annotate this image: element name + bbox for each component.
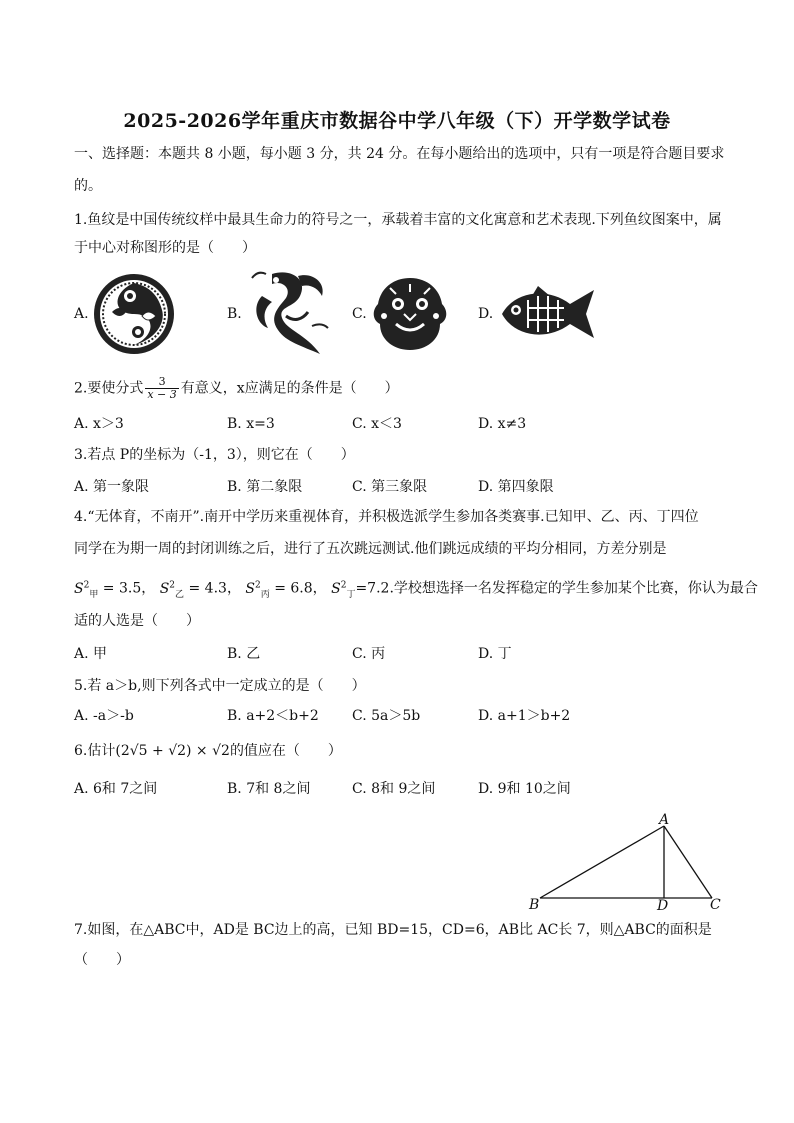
q4-option-b: B. 乙 (227, 646, 261, 662)
q1-stem-line2: 于中心对称图形的是（ ） (74, 240, 256, 256)
q4-stem-line4: 适的人选是（ ） (74, 613, 200, 629)
q2-fraction-numerator: 3 (145, 376, 178, 389)
q1-stem-line1: 1.鱼纹是中国传统纹样中最具生命力的符号之一，承载着丰富的文化寓意和艺术表现.下列鱼纹图案中，属 (74, 212, 722, 228)
variance-jia: $S^2_甲$ (74, 580, 99, 600)
variance-ding: $S^2_丁$ (331, 580, 356, 600)
q2-option-d: D. x≠3 (478, 416, 527, 432)
q6-option-c: C. 8和 9之间 (352, 781, 436, 797)
fish-pattern-c-image (370, 274, 450, 354)
section-instruction-line1: 一、选择题：本题共 8 小题，每小题 3 分，共 24 分。在每小题给出的选项中，只有一项是符合题目要求 (74, 146, 725, 162)
variance-ding-value: =7.2.学校想选择一名发挥稳定的学生参加某个比赛，你认为最合 (355, 580, 758, 597)
q7-stem-line1: 7.如图，在△ABC中，AD是 BC边上的高，已知 BD=15，CD=6，AB比 AC长 7，则△ABC的面积是 (74, 922, 712, 938)
variance-bing: $S^2_丙$ (245, 580, 270, 600)
triangle-abc-figure (530, 812, 730, 916)
q3-option-c: C. 第三象限 (352, 479, 428, 495)
q6-stem-prefix: 6.估计 (74, 743, 116, 759)
q5-option-c: C. 5a＞5b (352, 708, 421, 724)
q5-option-d: D. a+1＞b+2 (478, 708, 571, 724)
q6-stem-suffix: 的值应在（ ） (229, 743, 342, 759)
q5-option-a: A. -a＞-b (74, 708, 134, 724)
q4-option-c: C. 丙 (352, 646, 386, 662)
q6-option-a: A. 6和 7之间 (74, 781, 158, 797)
fish-pattern-b-image (242, 266, 332, 358)
side-ab (540, 826, 664, 898)
vertex-label-d: D (657, 898, 669, 914)
q4-option-a: A. 甲 (74, 646, 108, 662)
variance-yi-value: = 4.3， (188, 580, 241, 597)
variance-jia-value: = 3.5， (102, 580, 156, 597)
q4-variance-line (74, 575, 758, 604)
side-ac (664, 826, 712, 898)
q2-option-a: A. x＞3 (74, 416, 124, 432)
q2-option-c: C. x＜3 (352, 416, 402, 432)
variance-yi: $S^2_乙$ (159, 580, 185, 600)
q7-stem-line2: （ ） (74, 952, 130, 968)
q4-option-d: D. 丁 (478, 646, 512, 662)
page-title: 2025-2026学年重庆市数据谷中学八年级（下）开学数学试卷 (123, 110, 671, 132)
q6-option-b: B. 7和 8之间 (227, 781, 311, 797)
q4-stem-line2: 同学在为期一周的封闭训练之后，进行了五次跳远测试.他们跳远成绩的平均分相同，方差分别是 (74, 541, 667, 557)
q5-option-b: B. a+2＜b+2 (227, 708, 319, 724)
vertex-label-a: A (659, 812, 670, 828)
q4-stem-line1: 4.“无体育，不南开”.南开中学历来重视体育，并积极选派学生参加各类赛事.已知甲、乙、丙、丁四位 (74, 509, 699, 525)
q3-option-d: D. 第四象限 (478, 479, 554, 495)
q5-stem: 5.若 a＞b,则下列各式中一定成立的是（ ） (74, 678, 366, 694)
q2-stem-suffix: 有意义，x应满足的条件是（ ） (180, 380, 399, 397)
q2-fraction (145, 376, 178, 401)
q2-option-b: B. x=3 (227, 416, 275, 432)
q6-stem (74, 741, 342, 761)
q3-stem: 3.若点 P的坐标为（-1，3），则它在（ ） (74, 447, 355, 463)
q3-option-a: A. 第一象限 (74, 479, 150, 495)
fish-pattern-a-image (92, 272, 176, 356)
q2-stem (74, 376, 399, 401)
q2-stem-prefix: 2.要使分式 (74, 380, 144, 397)
vertex-label-b: B (529, 897, 540, 913)
vertex-label-c: C (710, 897, 721, 913)
section-instruction-line2: 的。 (74, 178, 102, 194)
q1-option-a: A. (74, 306, 89, 322)
q6-expression: (2√5 + √2) × √2 (115, 743, 230, 759)
q3-option-b: B. 第二象限 (227, 479, 303, 495)
q1-option-d: D. (478, 306, 494, 322)
q1-option-c: C. (352, 306, 367, 322)
variance-bing-value: = 6.8， (274, 580, 327, 597)
q1-option-b: B. (227, 306, 242, 322)
q6-option-d: D. 9和 10之间 (478, 781, 571, 797)
q2-fraction-denominator: x − 3 (147, 388, 177, 401)
fish-pattern-d-image (498, 284, 598, 342)
